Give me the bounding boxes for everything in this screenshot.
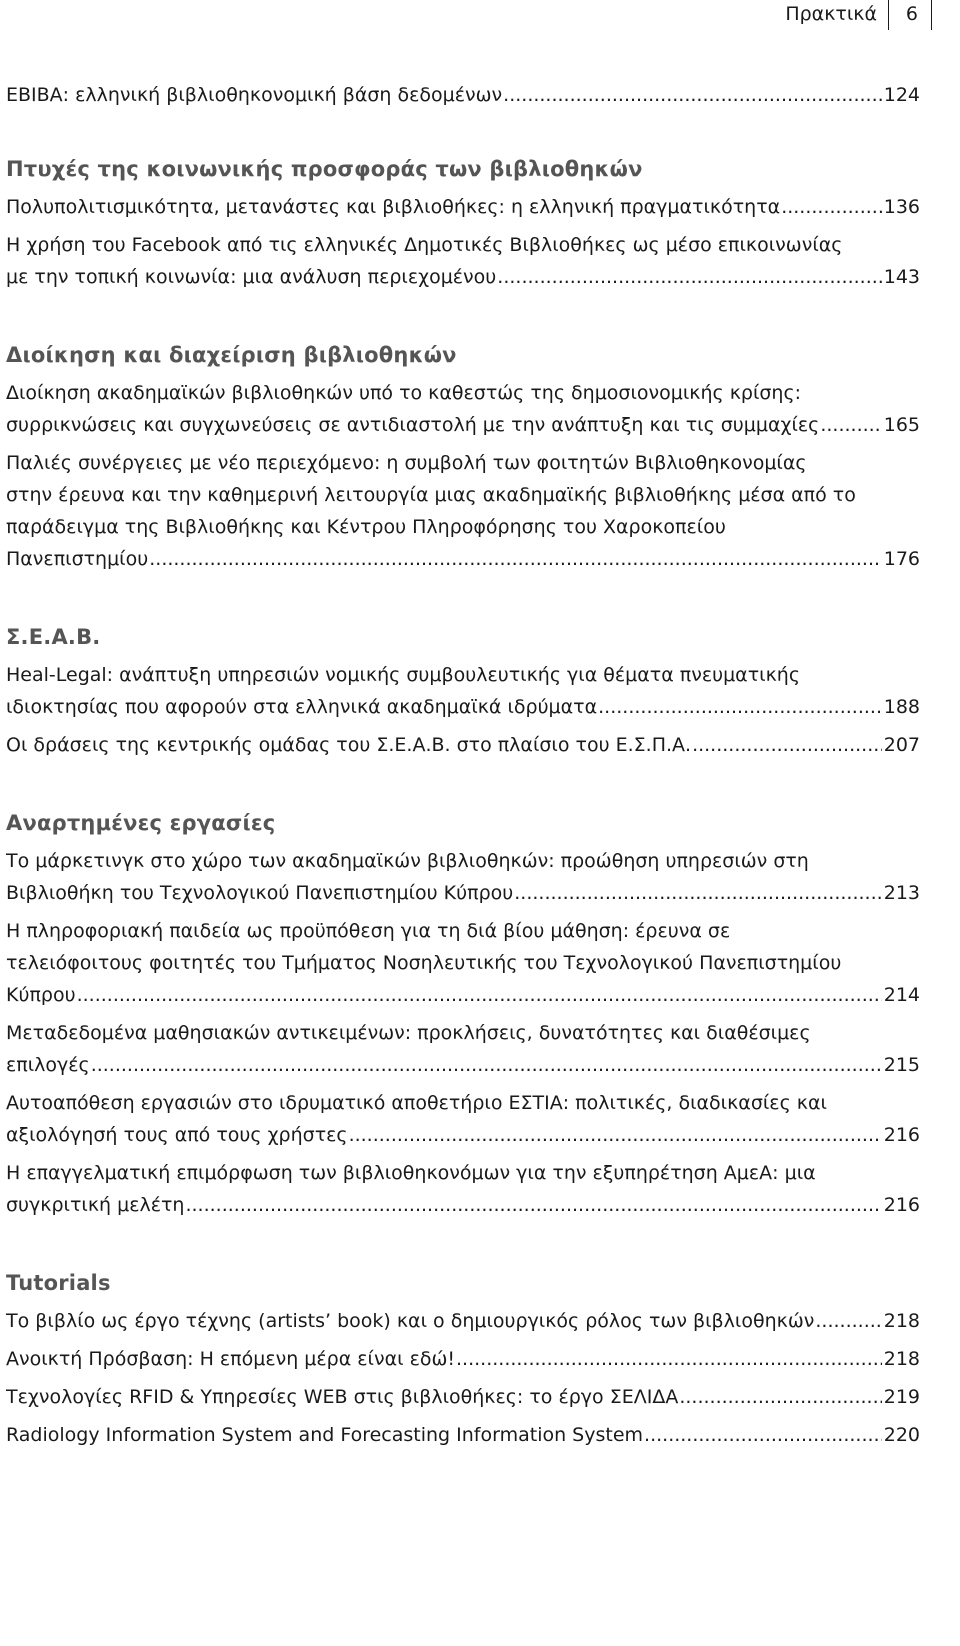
entry-title-line: Παλιές συνέργειες με νέο περιεχόμενο: η συμβολή των φοιτητών Βιβλιοθηκονομίας — [6, 452, 807, 474]
entry-final-line — [6, 729, 920, 761]
entry-title-text: Πολυπολιτισμικότητα, μετανάστες και βιβλιοθήκες: η ελληνική πραγματικότητα — [6, 196, 781, 218]
toc-entry[interactable] — [6, 1305, 920, 1337]
entry-final-line — [6, 877, 920, 909]
page-number: 215 — [883, 1054, 920, 1076]
dot-leader — [349, 1119, 882, 1151]
entry-title-text: ΕΒΙΒΑ: ελληνική βιβλιοθηκονομική βάση δεδομένων — [6, 84, 503, 106]
dot-leader — [815, 1305, 881, 1337]
entry-final-line — [6, 1119, 920, 1151]
entry-title-text: Τεχνολογίες RFID & Υπηρεσίες WEB στις βιβλιοθήκες: το έργο ΣΕΛΙΔΑ — [6, 1386, 679, 1408]
entry-title-line: Το μάρκετινγκ στο χώρο των ακαδημαϊκών βιβλιοθηκών: προώθηση υπηρεσιών στη — [6, 850, 809, 872]
entry-final-line — [6, 191, 920, 223]
toc-section — [6, 807, 920, 1221]
toc-section — [6, 79, 920, 111]
toc-section — [6, 153, 920, 293]
dot-leader — [185, 1189, 881, 1221]
entry-title-line: τελειόφοιτους φοιτητές του Τμήματος Νοσηλευτικής του Τεχνολογικού Πανεπιστημίου — [6, 952, 842, 974]
entry-title-text: Οι δράσεις της κεντρικής ομάδας του Σ.Ε.Α.Β. στο πλαίσιο του Ε.Σ.Π.Α. — [6, 734, 692, 756]
entry-title-text: Ανοικτή Πρόσβαση: Η επόμενη μέρα είναι εδώ! — [6, 1348, 455, 1370]
entry-final-line — [6, 979, 920, 1011]
toc-entry[interactable] — [6, 1343, 920, 1375]
entry-final-line — [6, 1419, 920, 1451]
entry-final-line — [6, 1305, 920, 1337]
toc-entry[interactable] — [6, 659, 920, 723]
page-number: 165 — [883, 414, 920, 436]
section-heading: Διοίκηση και διαχείριση βιβλιοθηκών — [6, 343, 457, 367]
table-of-contents — [6, 79, 920, 1497]
dot-leader — [497, 261, 881, 293]
dot-leader — [91, 1049, 882, 1081]
entry-title-line: Αυτοαπόθεση εργασιών στο ιδρυματικό αποθετήριο ΕΣΤΙΑ: πολιτικές, διαδικασίες και — [6, 1092, 827, 1114]
page-number: 207 — [883, 734, 920, 756]
entry-title-line: Διοίκηση ακαδημαϊκών βιβλιοθηκών υπό το καθεστώς της δημοσιονομικής κρίσης: — [6, 382, 802, 404]
page-number: 213 — [883, 882, 920, 904]
entry-title-text: Το βιβλίο ως έργο τέχνης (artists’ book) και ο δημιουργικός ρόλος των βιβλιοθηκών — [6, 1310, 815, 1332]
toc-entry[interactable] — [6, 79, 920, 111]
page-number: 220 — [883, 1424, 920, 1446]
entry-title-text: Radiology Information System and Forecasting Information System — [6, 1424, 644, 1446]
entry-title-text: συγκριτική μελέτη — [6, 1194, 185, 1216]
dot-leader — [820, 409, 881, 441]
toc-section — [6, 1267, 920, 1451]
header-separator — [931, 0, 932, 30]
entry-title-text: Βιβλιοθήκη του Τεχνολογικού Πανεπιστημίου Κύπρου — [6, 882, 514, 904]
entry-title-text: Κύπρου — [6, 984, 76, 1006]
entry-final-line — [6, 1343, 920, 1375]
entry-title-text: ιδιοκτησίας που αφορούν στα ελληνικά ακαδημαϊκά ιδρύματα — [6, 696, 598, 718]
page-number: 216 — [883, 1124, 920, 1146]
entry-title-text: επιλογές — [6, 1054, 90, 1076]
dot-leader — [598, 691, 882, 723]
entry-final-line — [6, 1049, 920, 1081]
entry-final-line — [6, 691, 920, 723]
dot-leader — [692, 729, 882, 761]
toc-entry[interactable] — [6, 915, 920, 1011]
entry-final-line — [6, 1381, 920, 1413]
page-number: 218 — [883, 1310, 920, 1332]
dot-leader — [149, 543, 882, 575]
dot-leader — [514, 877, 881, 909]
toc-entry[interactable] — [6, 1419, 920, 1451]
section-heading: Tutorials — [6, 1271, 111, 1295]
entry-final-line — [6, 79, 920, 111]
toc-entry[interactable] — [6, 229, 920, 293]
dot-leader — [503, 79, 882, 111]
entry-final-line — [6, 1189, 920, 1221]
toc-entry[interactable] — [6, 377, 920, 441]
entry-final-line — [6, 261, 920, 293]
entry-title-line: Η χρήση του Facebook από τις ελληνικές Δημοτικές Βιβλιοθήκες ως μέσο επικοινωνίας — [6, 234, 843, 256]
entry-final-line — [6, 543, 920, 575]
running-header — [0, 0, 960, 30]
entry-title-line: στην έρευνα και την καθημερινή λειτουργία μιας ακαδημαϊκής βιβλιοθήκης μέσα από το — [6, 484, 856, 506]
toc-section — [6, 339, 920, 575]
header-separator — [888, 0, 889, 30]
entry-title-line: Η επαγγελματική επιμόρφωση των βιβλιοθηκονόμων για την εξυπηρέτηση ΑμεΑ: μια — [6, 1162, 816, 1184]
page-number: 218 — [883, 1348, 920, 1370]
entry-title-line: Heal-Legal: ανάπτυξη υπηρεσιών νομικής συμβουλευτικής για θέματα πνευματικής — [6, 664, 800, 686]
dot-leader — [679, 1381, 881, 1413]
dot-leader — [77, 979, 882, 1011]
toc-entry[interactable] — [6, 845, 920, 909]
dot-leader — [644, 1419, 882, 1451]
toc-entry[interactable] — [6, 1381, 920, 1413]
page-number: 214 — [883, 984, 920, 1006]
entry-title-text: αξιολόγησή τους από τους χρήστες — [6, 1124, 348, 1146]
toc-entry[interactable] — [6, 729, 920, 761]
entry-title-text: Πανεπιστημίου — [6, 548, 149, 570]
header-page-number: 6 — [905, 3, 918, 25]
entry-final-line — [6, 409, 920, 441]
page-number: 176 — [883, 548, 920, 570]
page-number: 143 — [883, 266, 920, 288]
toc-entry[interactable] — [6, 1017, 920, 1081]
page-number: 216 — [883, 1194, 920, 1216]
dot-leader — [456, 1343, 882, 1375]
entry-title-line: Η πληροφοριακή παιδεία ως προϋπόθεση για τη διά βίου μάθηση: έρευνα σε — [6, 920, 731, 942]
toc-entry[interactable] — [6, 1087, 920, 1151]
entry-title-line: παράδειγμα της Βιβλιοθήκης και Κέντρου Πληροφόρησης του Χαροκοπείου — [6, 516, 726, 538]
entry-title-text: συρρικνώσεις και συγχωνεύσεις σε αντιδιαστολή με την ανάπτυξη και τις συμμαχίες — [6, 414, 820, 436]
header-title: Πρακτικά — [785, 3, 877, 25]
page-number: 219 — [883, 1386, 920, 1408]
entry-title-text: με την τοπική κοινωνία: μια ανάλυση περιεχομένου — [6, 266, 497, 288]
toc-entry[interactable] — [6, 191, 920, 223]
toc-entry[interactable] — [6, 447, 920, 575]
page-number: 188 — [883, 696, 920, 718]
dot-leader — [781, 191, 882, 223]
page-number: 124 — [883, 84, 920, 106]
section-heading: Αναρτημένες εργασίες — [6, 811, 276, 835]
entry-title-line: Μεταδεδομένα μαθησιακών αντικειμένων: προκλήσεις, δυνατότητες και διαθέσιμες — [6, 1022, 811, 1044]
section-heading: Πτυχές της κοινωνικής προσφοράς των βιβλιοθηκών — [6, 157, 643, 181]
toc-section — [6, 621, 920, 761]
page-number: 136 — [883, 196, 920, 218]
section-heading: Σ.Ε.Α.Β. — [6, 625, 101, 649]
toc-entry[interactable] — [6, 1157, 920, 1221]
